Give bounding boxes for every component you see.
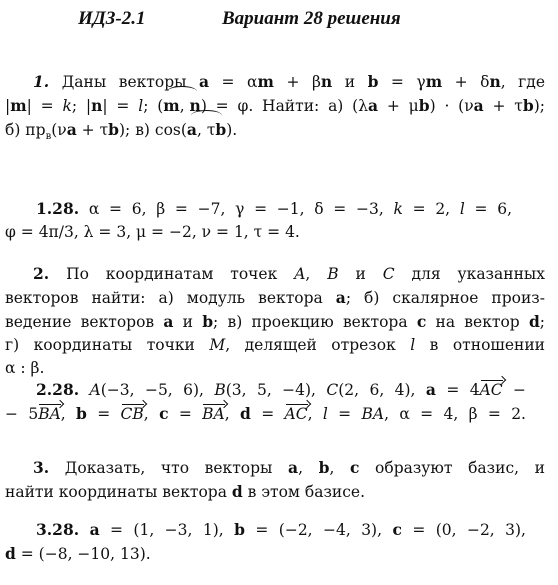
task-2-line-4: г) координаты точки M, делящей отрезок l в отношении: [5, 336, 545, 354]
task-2: [5, 262, 545, 380]
data-2: [5, 378, 527, 426]
task-2-line-5: α : β.: [5, 359, 45, 377]
task-1-line-1: 1. Даны векторы a = αm + βn и b = γm + δn, где: [33, 72, 545, 91]
data-3-line-1: 3.28. a = (1, −3, 1), b = (−2, −4, 3), c = (0, −2, 3),: [36, 520, 526, 539]
data-1-line-2: φ = 4π/3, λ = 3, μ = −2, ν = 1, τ = 4.: [5, 223, 300, 241]
task-1-line-2: |m| = k; |n| = l; (m, n) = φ. Найти: а) (λa + μb) · (νa + τb);: [5, 94, 545, 118]
header-variant: Вариант 28 решения: [222, 8, 401, 29]
data-2-line-1: 2.28. A(−3, −5, 6), B(3, 5, −4), C(2, 6, 4), a = 4AC −: [36, 378, 526, 402]
task-3-line-1: 3. Доказать, что векторы a, b, c образуют базис, и: [33, 458, 545, 477]
task-2-line-2: векторов найти: а) модуль вектора a; б) скалярное произ-: [5, 288, 545, 307]
task-1: [5, 70, 545, 148]
header-title: ИДЗ-2.1: [78, 8, 146, 29]
task-2-line-1: 2. По координатам точек A, B и C для указанных: [33, 264, 545, 283]
task-2-line-3: ведение векторов a и b; в) проекцию вектора c на вектор d;: [5, 312, 546, 331]
task-3-line-2: найти координаты вектора d в этом базисе.: [5, 482, 366, 501]
data-1-line-1: 1.28. α = 6, β = −7, γ = −1, δ = −3, k = 2, l = 6,: [36, 199, 512, 218]
data-3: [5, 518, 526, 566]
data-1: [5, 197, 512, 244]
task-3: [5, 456, 545, 504]
data-3-line-2: d = (−8, −10, 13).: [5, 544, 151, 563]
data-2-line-2: − 5BA, b = CB, c = BA, d = AC, l = BA, α = 4, β = 2.: [5, 402, 526, 426]
task-1-line-3: б) $пр_в(\nu a + \tau b)$; в) cos(a, τb).: [5, 120, 238, 143]
page-header: [0, 8, 558, 32]
